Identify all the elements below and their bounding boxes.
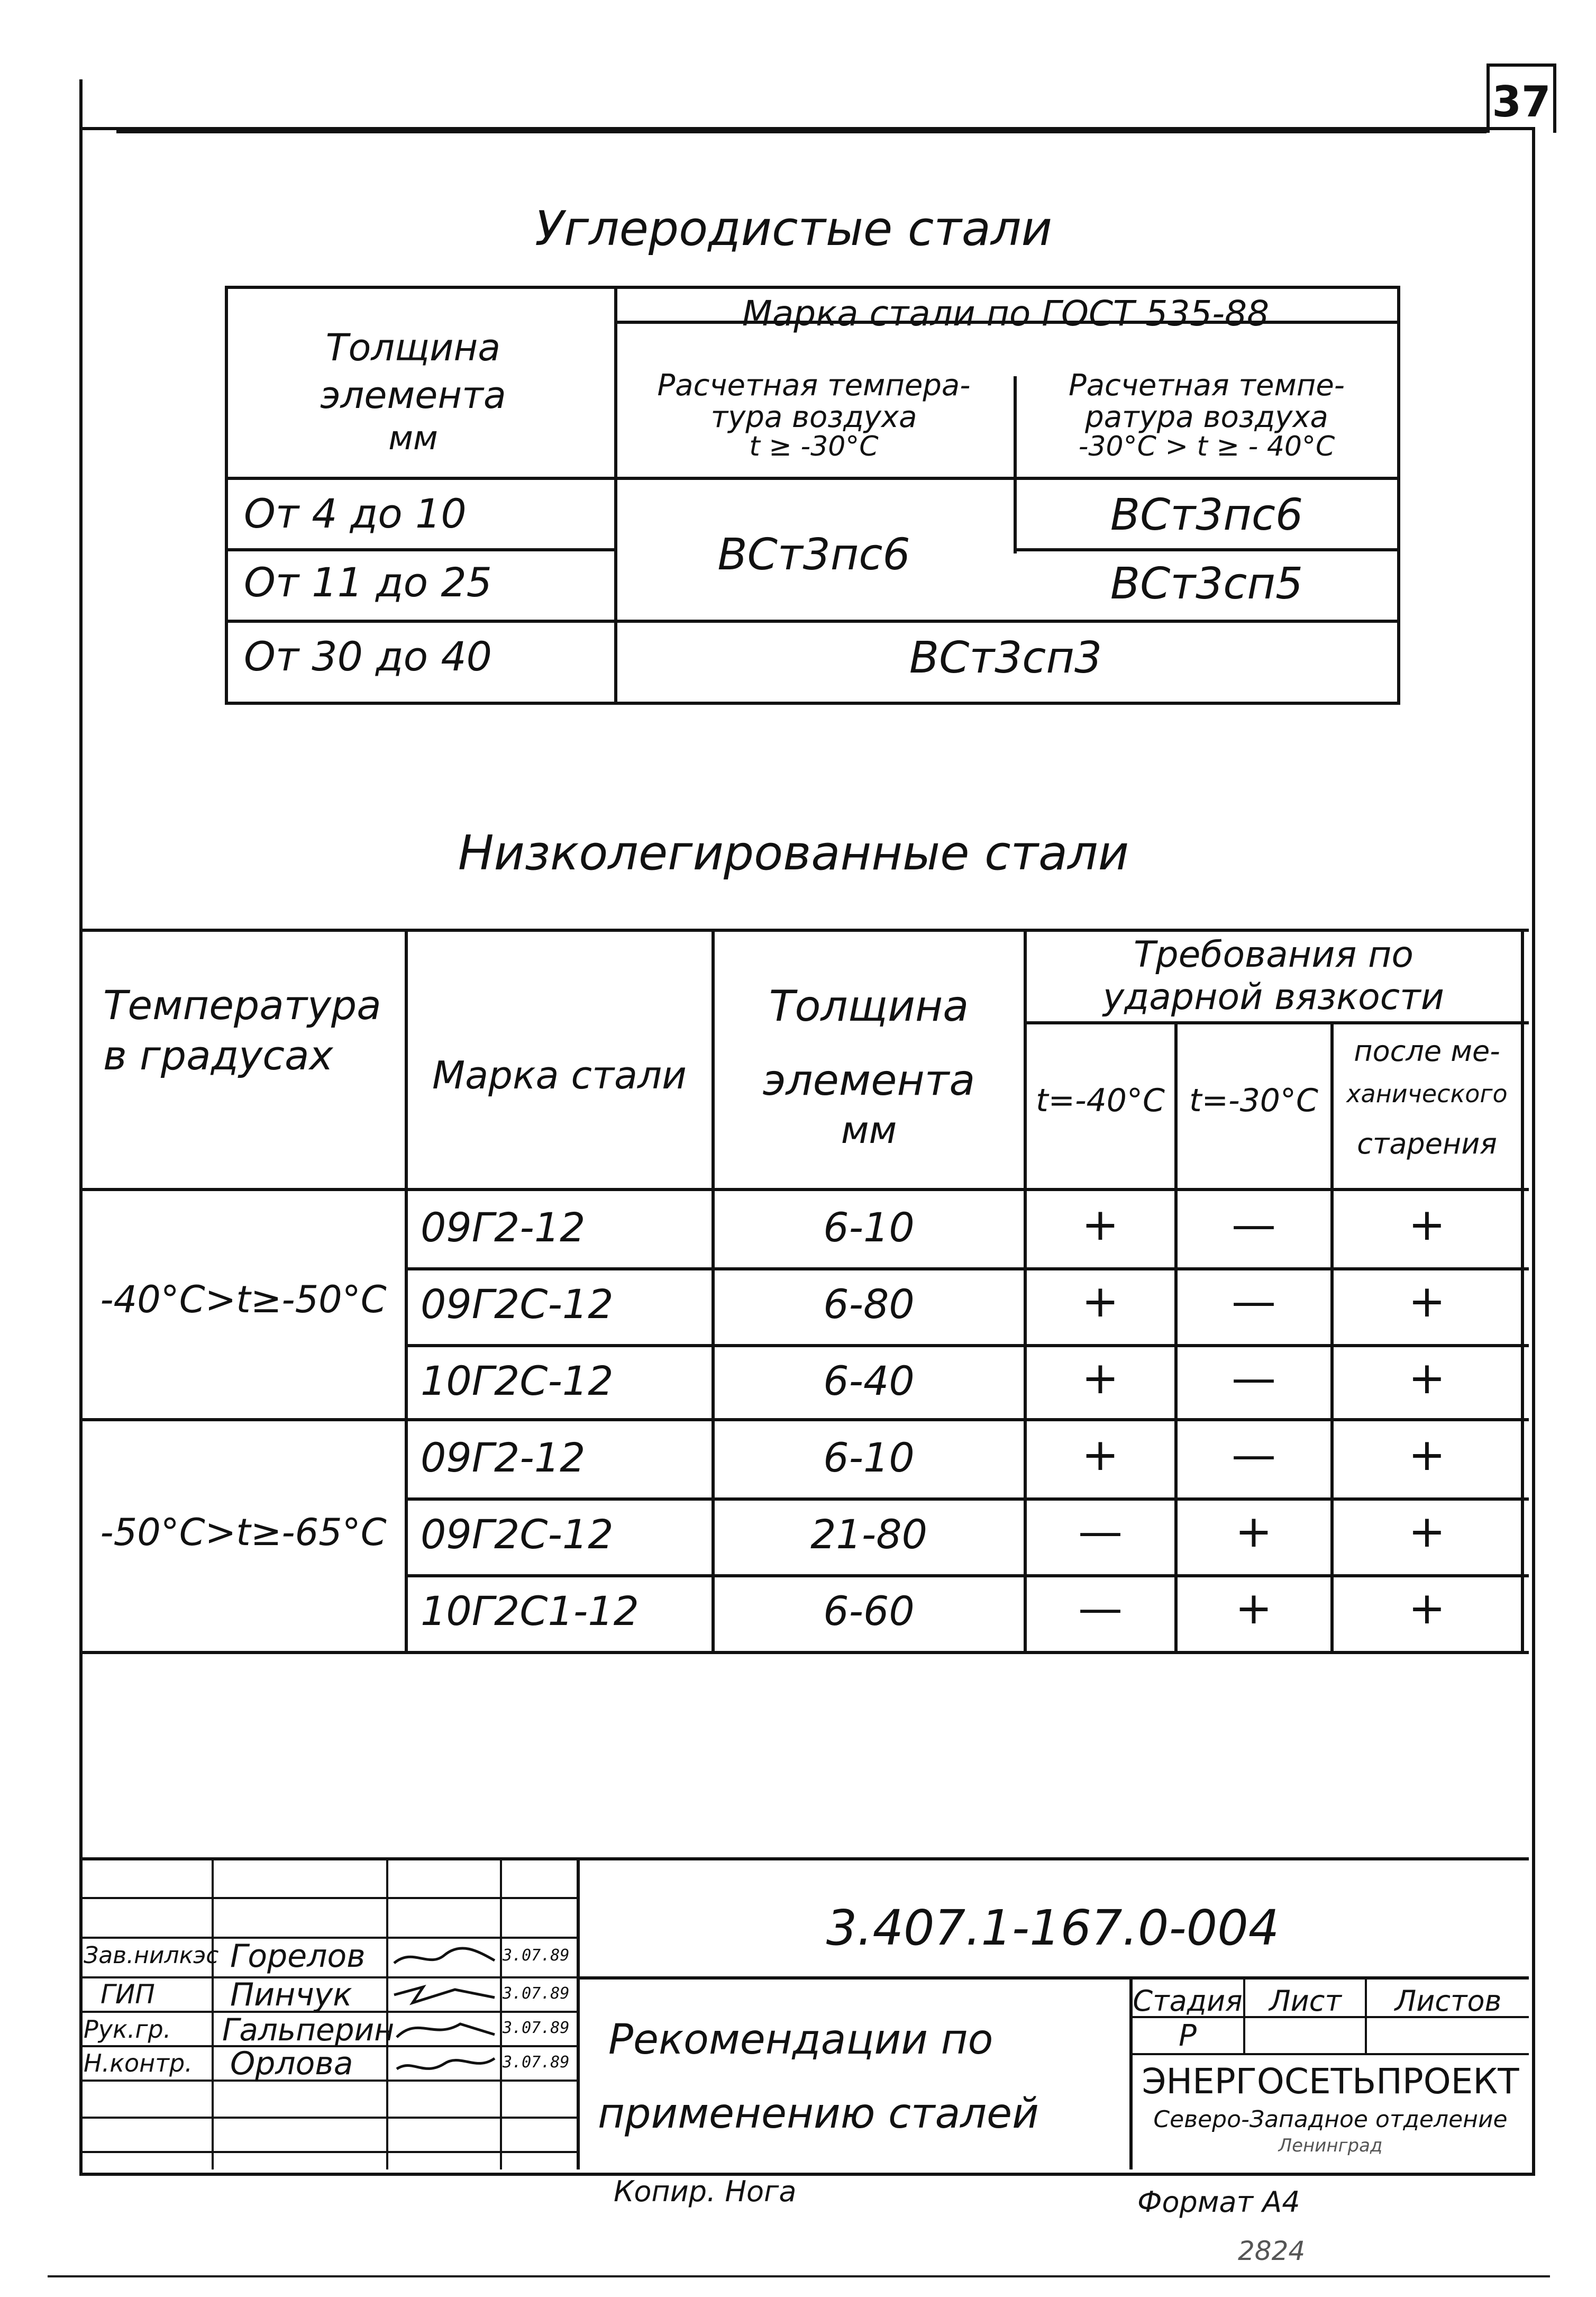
lowalloy-steel-table [82,929,1529,1654]
la-header-temp-2: в градусах [103,1032,333,1079]
carbon-temp2-line3: -30°C > t ≥ - 40°C [1078,431,1335,462]
la-header-impact-2: ударной вязкости [1103,976,1444,1018]
date-3: 3.07.89 [503,2019,570,2037]
description-line2: применению сталей [598,2090,1039,2138]
page-number: 37 [1492,77,1551,126]
carbon-header-thickness-2: элемента [320,374,506,417]
la-row4-grade: 09Г2-12 [421,1434,586,1481]
la-row3-aging: + [1408,1352,1446,1404]
la-header-t40: t=-40°C [1036,1082,1165,1119]
la-row2-aging: + [1408,1275,1446,1327]
la-row4-t30: — [1232,1429,1276,1481]
la-row1-t40: + [1081,1199,1119,1250]
copied-by: Копир. Нога [614,2175,797,2208]
signature-3 [391,2013,497,2045]
date-1: 3.07.89 [503,1946,570,1965]
la-row2-t30: — [1232,1275,1276,1327]
la-row6-grade: 10Г2С1-12 [421,1587,639,1635]
la-header-thickness-2: элемента [762,1056,975,1105]
la-header-thickness-3: мм [841,1109,897,1152]
signature-2 [391,1979,497,2011]
carbon-temp2-line1: Расчетная темпе- [1068,368,1345,403]
la-row5-t30: + [1235,1505,1273,1557]
carbon-header-thickness-3: мм [388,419,438,457]
frame-top-edge-extension [79,79,83,130]
la-header-aging-3: старения [1357,1127,1497,1160]
la-row4-thickness: 6-10 [823,1434,915,1481]
la-row3-t40: + [1081,1352,1119,1404]
la-row3-thickness: 6-40 [823,1357,915,1404]
title-block [79,1857,1529,2169]
la-header-t30: t=-30°C [1189,1082,1318,1119]
bottom-line [48,2275,1550,2277]
carbon-steel-table [225,286,1400,705]
carbon-steel-title: Углеродистые стали [535,201,1052,257]
la-header-aging-2: ханического [1346,1079,1508,1108]
top-line [116,130,1486,133]
la-row2-thickness: 6-80 [823,1281,915,1328]
la-header-temp-1: Температура [103,982,381,1029]
name-3: Гальперин [222,2012,395,2048]
carbon-grade-r1c2: ВСт3пс6 [1110,490,1303,540]
la-row4-t40: + [1081,1429,1119,1481]
format-label: Формат А4 [1137,2185,1300,2219]
name-1: Горелов [230,1938,366,1975]
la-header-impact-1: Требования по [1133,934,1414,976]
la-row3-t30: — [1232,1352,1276,1404]
org-city: Ленинград [1278,2135,1383,2156]
la-header-thickness-1: Толщина [769,982,969,1031]
la-row6-aging: + [1408,1582,1446,1634]
org-sub: Северо-Западное отделение [1153,2106,1508,2133]
la-header-aging-1: после ме- [1354,1034,1500,1068]
la-row1-thickness: 6-10 [823,1204,915,1251]
role-1: Зав.нилкэс [84,1942,219,1969]
name-4: Орлова [230,2045,353,2082]
date-2: 3.07.89 [503,1984,570,2003]
carbon-temp1-line2: тура воздуха [710,400,917,434]
carbon-header-grade: Марка стали по ГОСТ 535-88 [742,293,1270,334]
la-row5-t40: — [1078,1505,1123,1557]
signature-4 [391,2048,497,2080]
sheets-label: Листов [1394,1984,1502,2018]
la-row5-aging: + [1408,1505,1446,1557]
la-row2-t40: + [1081,1275,1119,1327]
carbon-header-thickness-1: Толщина [325,326,501,369]
role-2: ГИП [101,1979,155,2010]
la-row5-grade: 09Г2С-12 [421,1511,614,1558]
signature-1 [391,1942,497,1974]
la-row5-thickness: 21-80 [810,1511,927,1558]
carbon-row1-thickness: От 4 до 10 [244,490,467,537]
la-row4-aging: + [1408,1429,1446,1481]
la-row2-grade: 09Г2С-12 [421,1281,614,1328]
la-group2-temp: -50°C>t≥-65°C [100,1511,387,1554]
la-row1-t30: — [1232,1199,1276,1250]
la-row1-aging: + [1408,1199,1446,1250]
description-line1: Рекомендации по [608,2016,993,2064]
role-4: Н.контр. [84,2049,193,2077]
carbon-grade-merged: ВСт3пс6 [717,530,910,580]
la-row1-grade: 09Г2-12 [421,1204,586,1251]
carbon-row3-thickness: От 30 до 40 [244,633,493,680]
page-number-box [1486,63,1556,133]
la-row3-grade: 10Г2С-12 [421,1357,614,1404]
la-row6-t30: + [1235,1582,1273,1634]
carbon-grade-r2c2: ВСт3сп5 [1110,559,1303,609]
role-3: Рук.гр. [84,2015,171,2044]
la-header-grade: Марка стали [432,1053,687,1097]
carbon-temp1-line3: t ≥ -30°C [749,431,879,462]
date-4: 3.07.89 [503,2053,570,2072]
carbon-temp2-line2: ратура воздуха [1085,400,1328,434]
la-row6-thickness: 6-60 [823,1587,915,1635]
carbon-temp1-line1: Расчетная темпера- [657,368,971,403]
carbon-row2-thickness: От 11 до 25 [244,559,493,606]
lowalloy-steel-title: Низколегированные стали [458,825,1129,881]
sheet-label: Лист [1269,1984,1342,2018]
stamp-number: 2824 [1238,2236,1306,2266]
la-row6-t40: — [1078,1582,1123,1634]
stage-label: Стадия [1133,1984,1243,2018]
stage-value: Р [1179,2019,1197,2053]
name-2: Пинчук [230,1976,352,2013]
doc-code: 3.407.1-167.0-004 [826,1900,1280,1956]
la-group1-temp: -40°C>t≥-50°C [100,1278,387,1321]
org-name: ЭНЕРГОСЕТЬПРОЕКТ [1142,2061,1519,2102]
carbon-grade-r3: ВСт3сп3 [909,633,1102,683]
